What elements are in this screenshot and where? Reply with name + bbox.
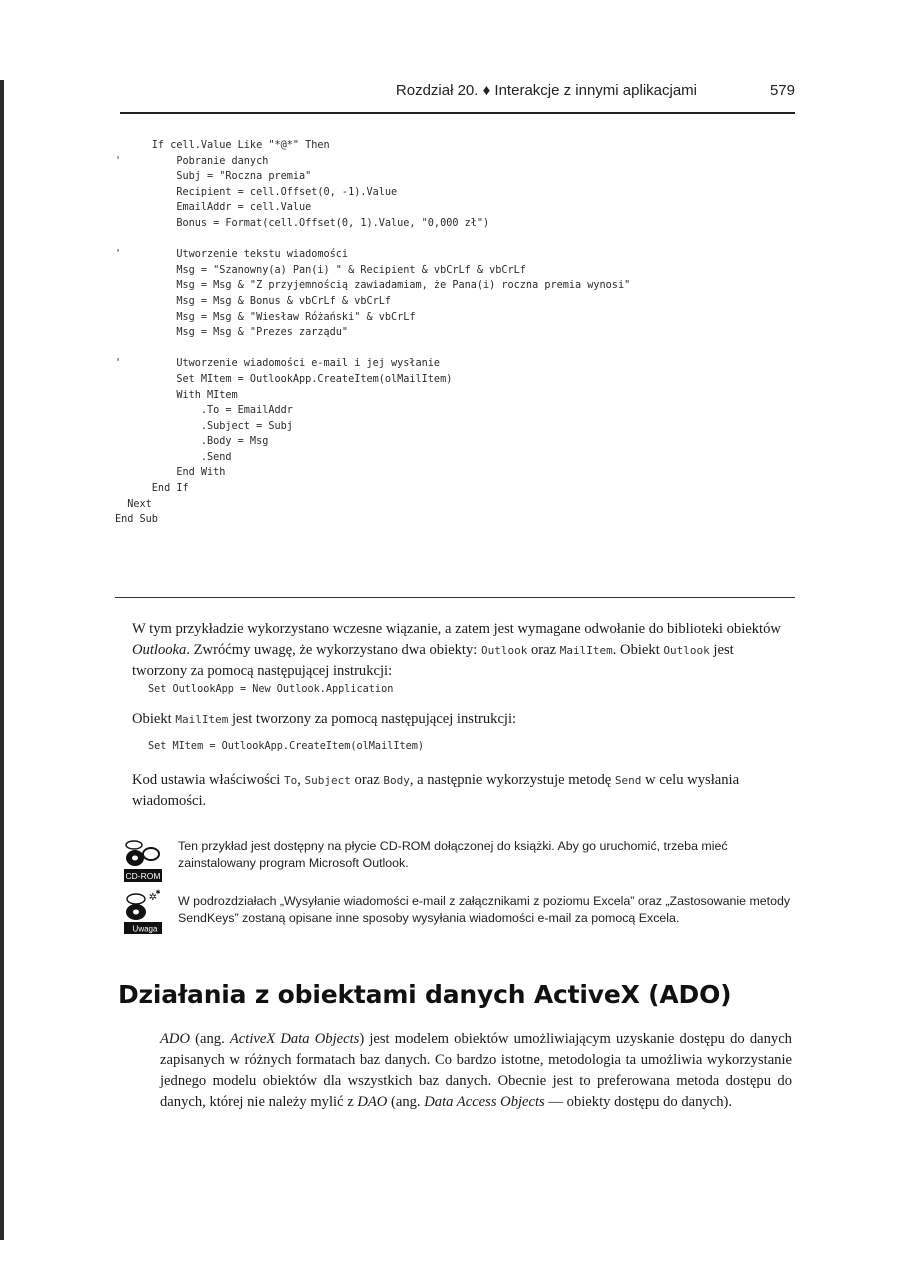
emphasis: ADO — [160, 1031, 190, 1047]
running-header — [120, 78, 795, 114]
code-line: Next — [115, 498, 152, 510]
paragraph-intro — [132, 619, 792, 682]
code-line: End If — [115, 483, 189, 495]
code-line: Msg = Msg & "Prezes zarządu" — [115, 327, 349, 339]
paragraph-ado — [160, 1029, 792, 1113]
text-run: ) jest modelem obiektów umożliwiającym uzyskanie dostępu do danych zapisanych w różnych formatach baz danych. Co bardzo istotne, metodologia ta umożliwia wykorzystanie jednego modelu obiektów dla wszystkich baz danych. Obecnie jest to preferowana metoda dostępu do danych, której nie należy mylić z — [160, 1031, 792, 1110]
text-run: . Obiekt — [612, 642, 664, 658]
text-run: — obiekty dostępu do danych). — [544, 1094, 733, 1110]
text-run: oraz — [350, 772, 384, 788]
text-run: . Zwróćmy uwagę, że wykorzystano dwa obiekty: — [186, 642, 481, 658]
text-run: (ang. — [190, 1031, 230, 1047]
code-listing-rule — [115, 597, 795, 598]
inline-code: Send — [614, 774, 642, 787]
section-heading: Działania z obiektami danych ActiveX (ADO) — [118, 980, 732, 1009]
text-run: jest tworzony za pomocą następującej instrukcji: — [228, 711, 517, 727]
inline-code: Outlook — [663, 644, 710, 657]
inline-code: To — [284, 774, 298, 787]
page-number: 579 — [769, 82, 795, 99]
code-snippet-mailitem: Set MItem = OutlookApp.CreateItem(olMailItem) — [148, 741, 425, 752]
inline-code: MailItem — [175, 713, 229, 726]
text-run: Obiekt — [132, 711, 176, 727]
code-line: .Send — [115, 451, 232, 463]
code-listing — [115, 138, 805, 528]
code-line: Msg = Msg & Bonus & vbCrLf & vbCrLf — [115, 295, 392, 307]
code-line: With MItem — [115, 389, 238, 401]
text-run: , a następnie wykorzystuje metodę — [409, 772, 615, 788]
text-run: (ang. — [387, 1094, 425, 1110]
code-snippet-outlook: Set OutlookApp = New Outlook.Application — [148, 684, 394, 695]
code-line: .Body = Msg — [115, 436, 269, 448]
code-line: Msg = Msg & "Z przyjemnością zawiadamiam, że Pana(i) roczna premia wynosi" — [115, 280, 631, 292]
code-line: ' Utworzenie wiadomości e-mail i jej wysłanie — [115, 358, 441, 370]
paragraph-mailitem — [132, 709, 792, 730]
emphasis: Data Access Objects — [424, 1094, 545, 1110]
emphasis: Outlooka — [132, 642, 187, 658]
code-line: If cell.Value Like "*@*" Then — [115, 140, 330, 151]
inline-code: Outlook — [480, 644, 528, 657]
text-run: w celu wysłania wiadomości. — [132, 772, 740, 809]
code-line: Msg = Msg & "Wiesław Różański" & vbCrLf — [115, 311, 416, 323]
page-edge — [0, 80, 4, 1240]
code-line: Bonus = Format(cell.Offset(0, 1).Value, "0,000 zł") — [115, 217, 490, 229]
code-line — [115, 232, 805, 248]
code-line: End With — [115, 467, 226, 479]
text-run: jest tworzony za pomocą następującej instrukcji: — [132, 642, 734, 679]
code-line: ' Utworzenie tekstu wiadomości — [115, 249, 349, 261]
text-run: oraz — [527, 642, 560, 658]
code-line: Recipient = cell.Offset(0, -1).Value — [115, 186, 398, 198]
note-uwaga-text: W podrozdziałach „Wysyłanie wiadomości e-mail z załącznikami z poziomu Excela” oraz „Zastosowanie metody SendKeys” zostaną opisane inne sposoby wysyłania wiadomości e-mail za pomocą Excela. — [178, 894, 791, 925]
cd-rom-icon — [124, 836, 162, 882]
note-label: Uwaga — [132, 924, 158, 934]
paragraph-properties — [132, 770, 792, 812]
code-line: .Subject = Subj — [115, 420, 293, 432]
code-line: EmailAddr = cell.Value — [115, 202, 312, 214]
text-run: Kod ustawia właściwości — [132, 772, 284, 788]
cd-rom-label: CD-ROM — [125, 871, 161, 881]
inline-code: Subject — [304, 774, 351, 787]
code-line: Msg = "Szanowny(a) Pan(i) " & Recipient & vbCrLf & vbCrLf — [115, 264, 526, 276]
emphasis: ActiveX Data Objects — [229, 1031, 360, 1047]
code-line: Set MItem = OutlookApp.CreateItem(olMailItem) — [115, 373, 453, 385]
inline-code: Body — [383, 774, 410, 787]
svg-text:✲: ✲ — [148, 892, 158, 903]
text-run: , — [297, 772, 305, 788]
note-cdrom-text: Ten przykład jest dostępny na płycie CD-ROM dołączonej do książki. Aby go uruchomić, trzeba mieć zainstalowany program Microsoft Outlook. — [178, 839, 728, 870]
inline-code: MailItem — [559, 644, 613, 657]
chapter-title: Rozdział 20. ♦ Interakcje z innymi aplikacjami — [395, 82, 697, 99]
code-line: ' Pobranie danych — [115, 155, 269, 167]
code-line: Subj = "Roczna premia" — [115, 171, 312, 183]
emphasis: DAO — [357, 1094, 388, 1110]
code-line: .To = EmailAddr — [115, 405, 293, 417]
note-icon — [124, 888, 162, 934]
svg-text:✱: ✱ — [155, 889, 161, 896]
text-run: W tym przykładzie wykorzystano wczesne wiązanie, a zatem jest wymagane odwołanie do biblioteki obiektów — [132, 621, 781, 637]
code-line: End Sub — [115, 514, 158, 526]
code-line — [115, 341, 805, 357]
